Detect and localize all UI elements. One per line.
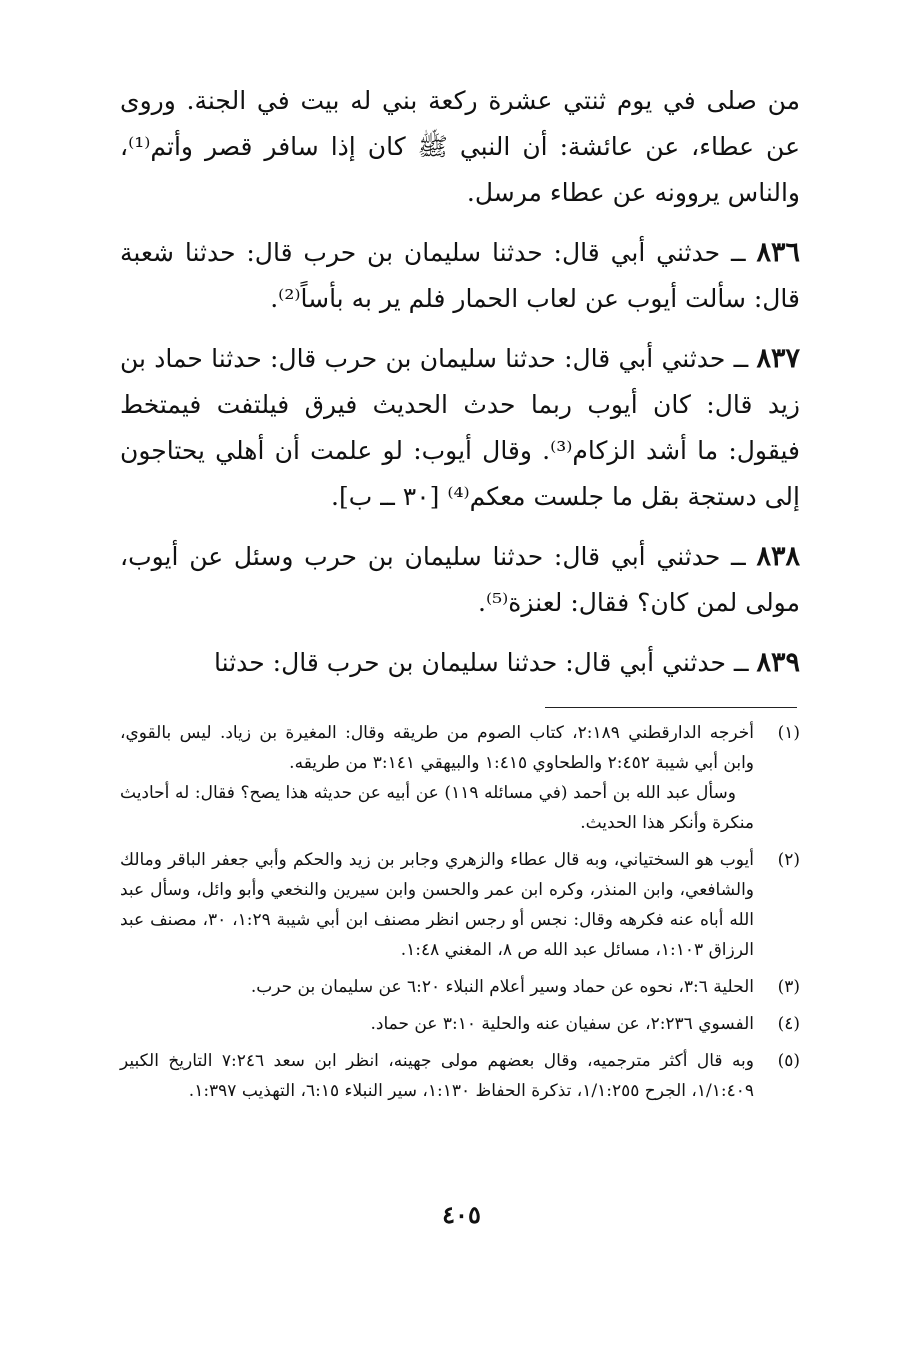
footnote-2 [120, 845, 800, 965]
footnote-body [120, 1009, 754, 1039]
footnote-1 [120, 718, 800, 838]
footnote-body [120, 718, 754, 838]
footnote-line: الحلية ٣:٦، نحوه عن حماد وسير أعلام النبلاء ٦:٢٠ عن سليمان بن حرب. [250, 977, 754, 997]
footnote-body [120, 1046, 754, 1106]
main-text [120, 78, 800, 700]
footnote-body [120, 845, 754, 965]
footnote-line: وسأل عبد الله بن أحمد (في مسائله ١١٩) عن أبيه عن حديثه هذا يصح؟ فقال: له أحاديث منكرة وأنكر هذا الحديث. [120, 783, 754, 833]
paragraph-number: ٨٣٧ [756, 343, 800, 374]
paragraph-text: ــ حدثني أبي قال: حدثنا سليمان بن حرب قال: حدثنا شعبة قال: سألت أيوب عن لعاب الحمار فلم ير به بأساً⁽²⁾. [120, 238, 800, 313]
footnote-marker: (١) [777, 723, 800, 743]
paragraph-837 [120, 336, 800, 520]
footnote-marker: (٣) [777, 977, 800, 997]
footnote-body [120, 972, 754, 1002]
paragraph-text: ــ حدثني أبي قال: حدثنا سليمان بن حرب وسئل عن أيوب، مولى لمن كان؟ فقال: لعنزة⁽⁵⁾. [120, 542, 800, 617]
footnote-3 [120, 972, 800, 1002]
paragraph-839 [120, 640, 800, 686]
paragraph-number: ٨٣٦ [756, 237, 800, 268]
paragraph-836 [120, 230, 800, 322]
footnote-marker: (٥) [777, 1051, 800, 1071]
footnote-line: أيوب هو السختياني، وبه قال عطاء والزهري وجابر بن زيد والحكم وأبي جعفر الباقر ومالك والشافعي، وابن المنذر، وكره ابن عمر والحسن وابن سيرين والنخعي وأبو وائل، وسأل عبد الله أباه عنه فكرهه وقال: نجس أو رجس انظر مصنف ابن أبي شيبة ١:٢٩، ٣٠، مصنف عبد الرزاق ١:١٠٣، مسائل عبد الله ص ٨، المغني ١:٤٨. [120, 850, 755, 960]
paragraph-number: ٨٣٨ [756, 541, 800, 572]
footnote-line: أخرجه الدارقطني ٢:١٨٩، كتاب الصوم من طريقه وقال: المغيرة بن زياد. ليس بالقوي، وابن أبي شيبة ٢:٤٥٢ والطحاوي ١:٤١٥ والبيهقي ٣:١٤١ من طريقه. [120, 723, 754, 773]
page-number: ٤٠٥ [442, 1200, 481, 1229]
footnote-marker: (٢) [777, 850, 800, 870]
footnote-divider [545, 707, 797, 708]
footnotes [120, 718, 800, 1113]
footnote-line: الفسوي ٢:٢٣٦، عن سفيان عنه والحلية ٣:١٠ عن حماد. [370, 1014, 754, 1034]
paragraph-text: من صلى في يوم ثنتي عشرة ركعة بني له بيت في الجنة. وروى عن عطاء، عن عائشة: أن النبي ﷺ كان إذا سافر قصر وأتم⁽¹⁾، والناس يروونه عن عطاء مرسل. [120, 86, 800, 207]
paragraph-number: ٨٣٩ [756, 647, 800, 678]
paragraph-continuation [120, 78, 800, 216]
paragraph-838 [120, 534, 800, 626]
footnote-marker: (٤) [777, 1014, 800, 1034]
footnote-4 [120, 1009, 800, 1039]
paragraph-text: ــ حدثني أبي قال: حدثنا سليمان بن حرب قال: حدثنا حماد بن زيد قال: كان أيوب ربما حدث الحديث فيرق فيلتفت فيمتخط فيقول: ما أشد الزكام⁽³⁾. وقال أيوب: لو علمت أن أهلي يحتاجون إلى دستجة بقل ما جلست معكم⁽⁴⁾ [٣٠ ــ ب]. [120, 344, 800, 511]
footnote-5 [120, 1046, 800, 1106]
paragraph-text: ــ حدثني أبي قال: حدثنا سليمان بن حرب قال: حدثنا [214, 648, 757, 677]
footnote-line: وبه قال أكثر مترجميه، وقال بعضهم مولى جهينه، انظر ابن سعد ٧:٢٤٦ التاريخ الكبير ١/١:٤٠٩، الجرح ١/١:٢٥٥، تذكرة الحفاظ ١:١٣٠، سير النبلاء ٦:١٥، التهذيب ١:٣٩٧. [120, 1051, 754, 1101]
